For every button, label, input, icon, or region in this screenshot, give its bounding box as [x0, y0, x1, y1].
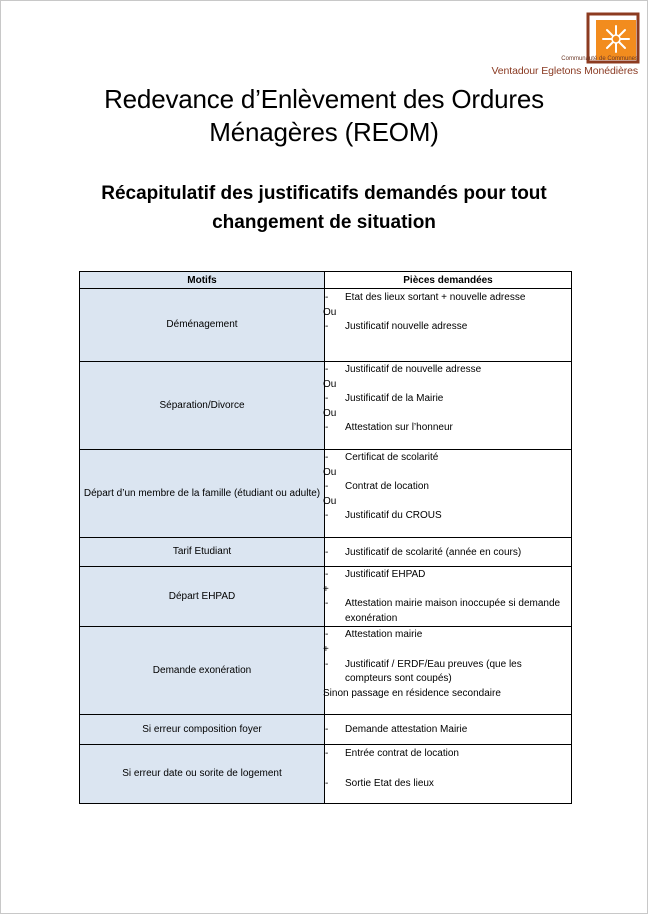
subtitle-line-2: changement de situation — [212, 212, 436, 233]
piece-item — [325, 451, 571, 466]
bullet-dash-icon: - — [325, 422, 329, 434]
bullet-dash-icon: - — [325, 658, 329, 670]
piece-item — [325, 747, 571, 762]
bullet-dash-icon: - — [325, 629, 329, 641]
table-row — [80, 627, 572, 715]
org-name-label: Ventadour Egletons Monédières — [491, 65, 638, 77]
piece-item-text: Justificatif de nouvelle adresse — [345, 364, 482, 375]
piece-item — [325, 658, 571, 687]
piece-item-text: Justificatif EHPAD — [345, 569, 426, 580]
pieces-cell — [325, 538, 572, 567]
piece-item-text: Justificatif nouvelle adresse — [345, 321, 468, 333]
piece-separator: Ou — [323, 306, 337, 318]
bullet-dash-icon: - — [325, 724, 329, 736]
table-row — [80, 289, 572, 362]
piece-item-text: Etat des lieux sortant + nouvelle adresse — [345, 292, 526, 303]
column-header-pieces: Pièces demandées — [325, 272, 572, 289]
piece-item — [325, 291, 571, 306]
bullet-dash-icon: - — [325, 452, 329, 463]
motif-cell: Déménagement — [80, 289, 325, 362]
piece-item — [325, 777, 571, 792]
motif-cell: Tarif Etudiant — [80, 538, 325, 567]
piece-item — [325, 546, 571, 561]
table-row — [80, 450, 572, 538]
document-title — [0, 83, 648, 149]
piece-separator: Ou — [323, 378, 337, 390]
piece-separator: + — [323, 583, 329, 595]
motif-cell: Séparation/Divorce — [80, 362, 325, 450]
table-header-row — [80, 272, 572, 289]
document-subtitle — [0, 179, 648, 237]
table-body — [80, 289, 572, 804]
piece-item — [325, 509, 571, 524]
piece-item-text: Certificat de scolarité — [345, 452, 439, 463]
bullet-dash-icon: - — [325, 364, 329, 375]
piece-item — [325, 568, 571, 583]
column-header-motifs: Motifs — [80, 272, 325, 289]
piece-item-text: Justificatif / ERDF/Eau preuves (que les compteurs sont coupés) — [345, 658, 522, 685]
bullet-dash-icon: - — [325, 569, 329, 580]
pieces-cell — [325, 745, 572, 804]
piece-item-text: Justificatif de la Mairie — [345, 393, 444, 405]
piece-separator: + — [323, 643, 329, 655]
title-line-2: Ménagères (REOM) — [209, 117, 439, 147]
piece-item-text: Sortie Etat des lieux — [345, 777, 434, 789]
piece-item — [325, 421, 571, 436]
piece-item-text: Contrat de location — [345, 481, 429, 493]
piece-item-text: Attestation mairie maison inoccupée si demande exonération — [345, 598, 561, 624]
motif-cell: Demande exonération — [80, 627, 325, 715]
piece-item-text: Justificatif du CROUS — [345, 510, 442, 522]
bullet-dash-icon: - — [325, 777, 329, 789]
piece-item — [325, 363, 571, 378]
bullet-dash-icon: - — [325, 481, 329, 493]
piece-separator: Ou — [323, 495, 337, 507]
piece-item — [325, 320, 571, 335]
subtitle-line-1: Récapitulatif des justificatifs demandés pour tout — [101, 183, 547, 204]
piece-item-text: Entrée contrat de location — [345, 748, 459, 760]
pieces-cell — [325, 715, 572, 745]
motif-cell: Départ d’un membre de la famille (étudiant ou adulte) — [80, 450, 325, 538]
motif-cell: Si erreur date ou sorite de logement — [80, 745, 325, 804]
table-row — [80, 715, 572, 745]
bullet-dash-icon: - — [325, 292, 329, 303]
pieces-cell — [325, 289, 572, 362]
bullet-dash-icon: - — [325, 547, 329, 558]
table-row — [80, 538, 572, 567]
piece-item-text: Demande attestation Mairie — [345, 724, 468, 736]
bullet-dash-icon: - — [325, 510, 329, 522]
piece-item — [325, 392, 571, 407]
piece-item — [325, 723, 571, 738]
bullet-dash-icon: - — [325, 598, 329, 610]
piece-separator: Ou — [323, 407, 337, 419]
motif-cell: Si erreur composition foyer — [80, 715, 325, 745]
org-type-label: Communauté de Communes — [561, 56, 638, 62]
pieces-cell — [325, 627, 572, 715]
piece-separator: Ou — [323, 466, 337, 478]
pieces-cell — [325, 450, 572, 538]
table-row — [80, 362, 572, 450]
piece-separator: Sinon passage en résidence secondaire — [323, 687, 501, 699]
justificatifs-table — [79, 271, 572, 804]
motif-cell: Départ EHPAD — [80, 567, 325, 627]
piece-item-text: Attestation mairie — [345, 629, 423, 641]
piece-item-text: Justificatif de scolarité (année en cours) — [345, 547, 522, 558]
table-row — [80, 745, 572, 804]
bullet-dash-icon: - — [325, 393, 329, 405]
piece-item — [325, 480, 571, 495]
pieces-cell — [325, 362, 572, 450]
bullet-dash-icon: - — [325, 748, 329, 760]
bullet-dash-icon: - — [325, 321, 329, 333]
piece-item-text: Attestation sur l’honneur — [345, 422, 453, 434]
title-line-1: Redevance d’Enlèvement des Ordures — [104, 84, 544, 114]
blank-line — [325, 762, 571, 777]
piece-item — [325, 628, 571, 643]
table-row — [80, 567, 572, 627]
pieces-cell — [325, 567, 572, 627]
piece-item — [325, 597, 571, 626]
